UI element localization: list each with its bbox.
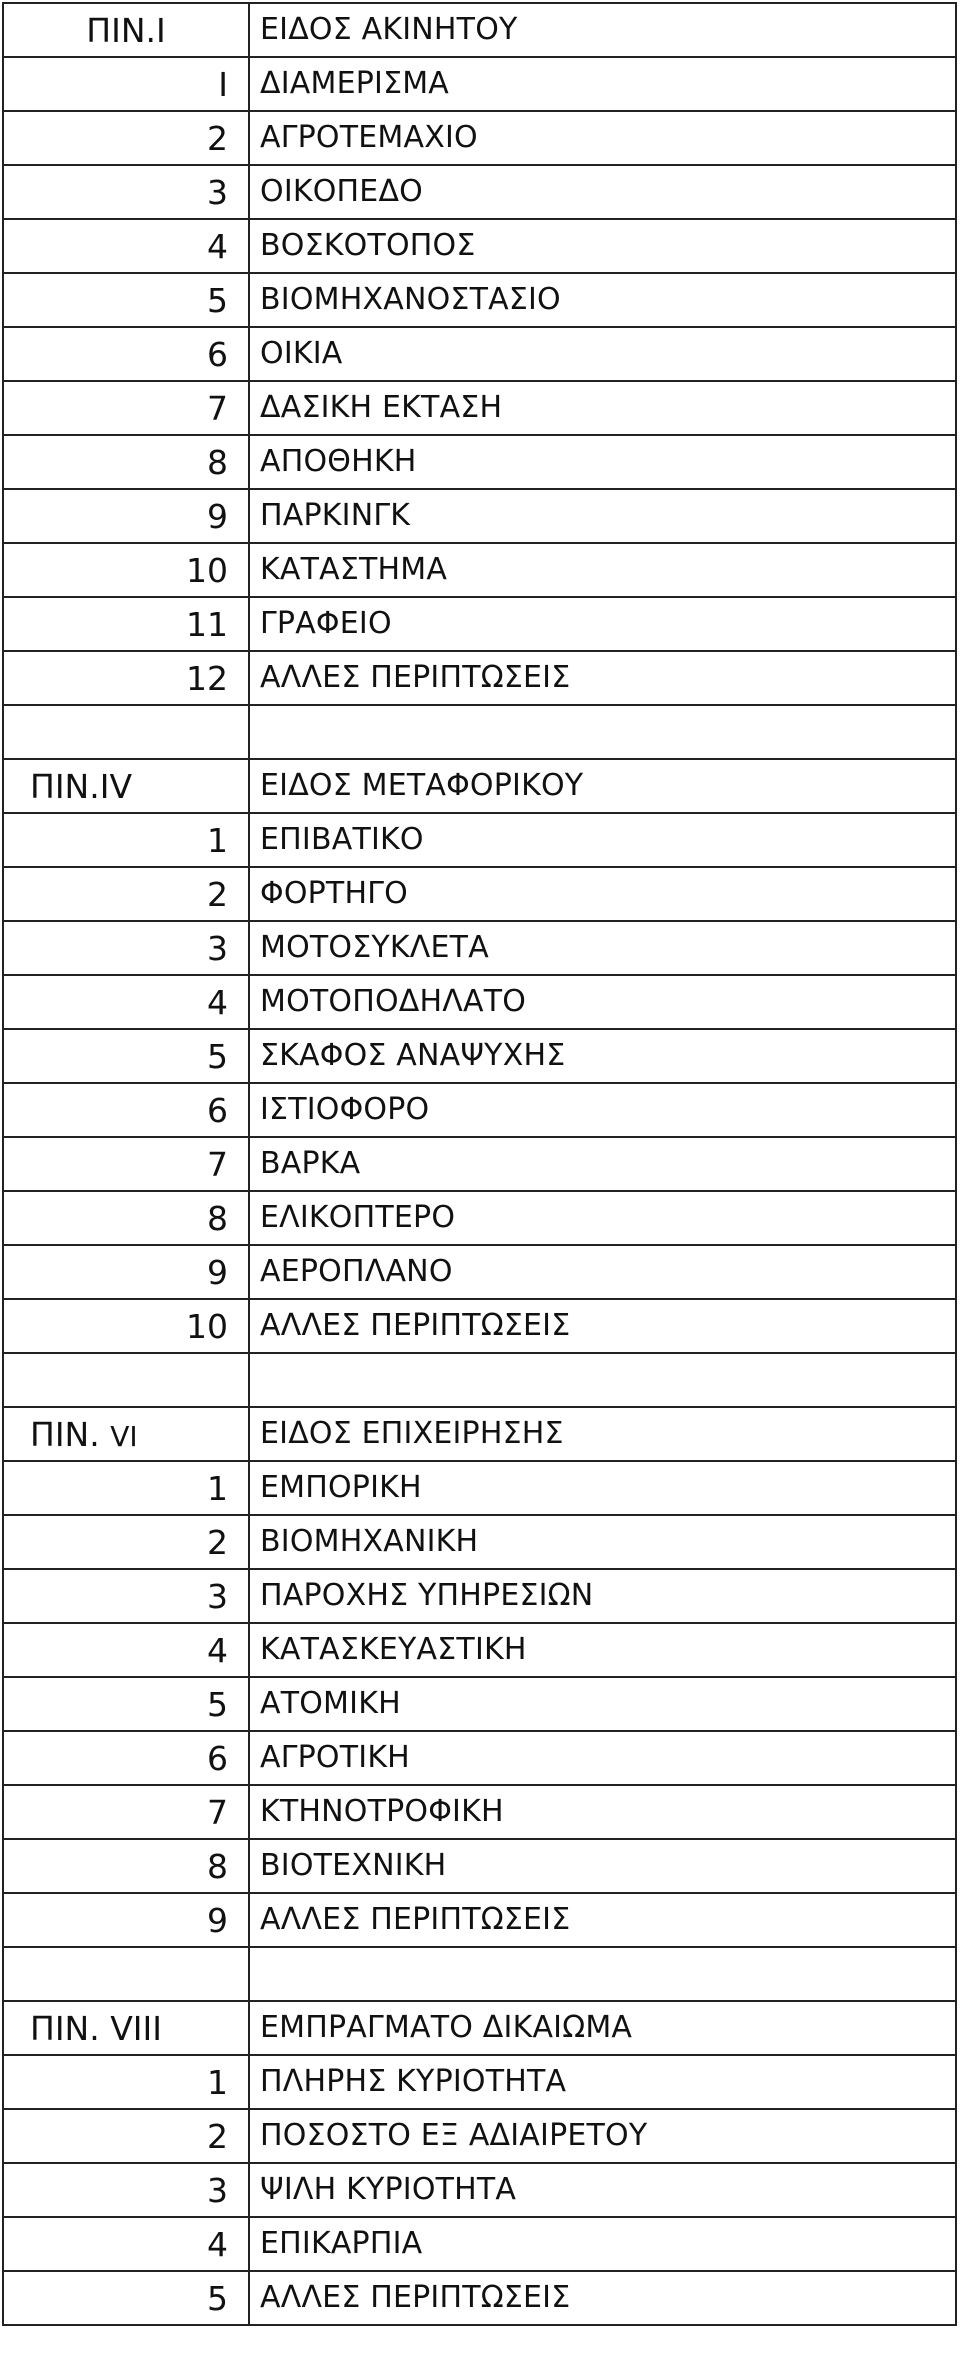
row-number: 2 (3, 111, 249, 165)
section-header-row (3, 759, 956, 813)
row-number: 2 (3, 867, 249, 921)
empty-cell (3, 1947, 249, 2001)
row-number: 7 (3, 1137, 249, 1191)
row-number: 4 (3, 975, 249, 1029)
table-row (3, 1677, 956, 1731)
table-row (3, 57, 956, 111)
row-number: 8 (3, 1839, 249, 1893)
table-row (3, 975, 956, 1029)
row-label: ΟΙΚΙΑ (249, 327, 956, 381)
table-row (3, 273, 956, 327)
row-label: ΑΛΛΕΣ ΠΕΡΙΠΤΩΣΕΙΣ (249, 1299, 956, 1353)
code-table (2, 2, 957, 2326)
table-row (3, 1623, 956, 1677)
row-label: ΨΙΛΗ ΚΥΡΙΟΤΗΤΑ (249, 2163, 956, 2217)
row-number: 6 (3, 1083, 249, 1137)
section-code: ΠΙΝ.IV (3, 759, 249, 813)
empty-cell (3, 1353, 249, 1407)
empty-cell (3, 705, 249, 759)
row-label: ΚΤΗΝΟΤΡΟΦΙΚΗ (249, 1785, 956, 1839)
section-title: ΕΙΔΟΣ ΑΚΙΝΗΤΟΥ (249, 3, 956, 57)
row-number: 2 (3, 1515, 249, 1569)
table-row (3, 381, 956, 435)
row-number: 10 (3, 1299, 249, 1353)
row-number: 1 (3, 1461, 249, 1515)
row-label: ΑΓΡΟΤΙΚΗ (249, 1731, 956, 1785)
row-number: 5 (3, 273, 249, 327)
table-row (3, 1137, 956, 1191)
row-label: ΒΙΟΜΗΧΑΝΟΣΤΑΣΙΟ (249, 273, 956, 327)
row-number: 3 (3, 2163, 249, 2217)
row-number: 5 (3, 1677, 249, 1731)
row-label: ΑΛΛΕΣ ΠΕΡΙΠΤΩΣΕΙΣ (249, 2271, 956, 2325)
row-label: ΜΟΤΟΠΟΔΗΛΑΤΟ (249, 975, 956, 1029)
table-row (3, 1083, 956, 1137)
row-number: 3 (3, 165, 249, 219)
spacer-row (3, 1353, 956, 1407)
empty-cell (249, 1353, 956, 1407)
row-label: ΒΑΡΚΑ (249, 1137, 956, 1191)
row-label: ΙΣΤΙΟΦΟΡΟ (249, 1083, 956, 1137)
row-label: ΣΚΑΦΟΣ ΑΝΑΨΥΧΗΣ (249, 1029, 956, 1083)
row-number: 5 (3, 1029, 249, 1083)
row-label: ΓΡΑΦΕΙΟ (249, 597, 956, 651)
row-number: 2 (3, 2109, 249, 2163)
spacer-row (3, 705, 956, 759)
row-label: ΕΜΠΟΡΙΚΗ (249, 1461, 956, 1515)
row-number: 3 (3, 921, 249, 975)
row-number: 8 (3, 1191, 249, 1245)
row-label: ΑΓΡΟΤΕΜΑΧΙΟ (249, 111, 956, 165)
row-label: ΕΠΙΒΑΤΙΚΟ (249, 813, 956, 867)
row-number: 7 (3, 1785, 249, 1839)
table-row (3, 543, 956, 597)
row-label: ΠΛΗΡΗΣ ΚΥΡΙΟΤΗΤΑ (249, 2055, 956, 2109)
empty-cell (249, 705, 956, 759)
table-row (3, 2163, 956, 2217)
table-row (3, 1569, 956, 1623)
table-row (3, 327, 956, 381)
row-label: ΔΙΑΜΕΡΙΣΜΑ (249, 57, 956, 111)
row-label: ΑΠΟΘΗΚΗ (249, 435, 956, 489)
row-label: ΠΟΣΟΣΤΟ ΕΞ ΑΔΙΑΙΡΕΤΟΥ (249, 2109, 956, 2163)
table-row (3, 489, 956, 543)
row-number: 7 (3, 381, 249, 435)
section-code (3, 1407, 249, 1461)
row-label: ΔΑΣΙΚΗ ΕΚΤΑΣΗ (249, 381, 956, 435)
table-row (3, 651, 956, 705)
table-row (3, 2109, 956, 2163)
row-label: ΟΙΚΟΠΕΔΟ (249, 165, 956, 219)
row-label: ΒΟΣΚΟΤΟΠΟΣ (249, 219, 956, 273)
row-label: ΜΟΤΟΣΥΚΛΕΤΑ (249, 921, 956, 975)
row-label: ΒΙΟΜΗΧΑΝΙΚΗ (249, 1515, 956, 1569)
row-number: 1 (3, 2055, 249, 2109)
table-row (3, 1785, 956, 1839)
row-number: 6 (3, 327, 249, 381)
row-number: 11 (3, 597, 249, 651)
section-title: ΕΙΔΟΣ ΜΕΤΑΦΟΡΙΚΟΥ (249, 759, 956, 813)
row-label: ΑΤΟΜΙΚΗ (249, 1677, 956, 1731)
row-number: 9 (3, 489, 249, 543)
table-row (3, 111, 956, 165)
row-label: ΕΛΙΚΟΠΤΕΡΟ (249, 1191, 956, 1245)
section-code: ΠΙΝ. VIII (3, 2001, 249, 2055)
section-header-row (3, 1407, 956, 1461)
empty-cell (249, 1947, 956, 2001)
row-number: 3 (3, 1569, 249, 1623)
row-number: 9 (3, 1893, 249, 1947)
row-number: 9 (3, 1245, 249, 1299)
row-label: ΕΠΙΚΑΡΠΙΑ (249, 2217, 956, 2271)
table-row (3, 1245, 956, 1299)
table-row (3, 219, 956, 273)
table-row (3, 1029, 956, 1083)
table-row (3, 1191, 956, 1245)
row-number: I (3, 57, 249, 111)
table-row (3, 1839, 956, 1893)
section-title: ΕΜΠΡΑΓΜΑΤΟ ΔΙΚΑΙΩΜΑ (249, 2001, 956, 2055)
row-number: 6 (3, 1731, 249, 1785)
row-label: ΚΑΤΑΣΤΗΜΑ (249, 543, 956, 597)
table-row (3, 1299, 956, 1353)
table-row (3, 2271, 956, 2325)
row-number: 12 (3, 651, 249, 705)
table-row (3, 1461, 956, 1515)
row-label: ΑΕΡΟΠΛΑΝΟ (249, 1245, 956, 1299)
row-number: 8 (3, 435, 249, 489)
table-row (3, 1893, 956, 1947)
table-row (3, 867, 956, 921)
row-number: 4 (3, 1623, 249, 1677)
section-code-suffix: VI (110, 1419, 138, 1453)
table-row (3, 2217, 956, 2271)
row-number: 5 (3, 2271, 249, 2325)
table-row (3, 1731, 956, 1785)
table-row (3, 921, 956, 975)
row-label: ΑΛΛΕΣ ΠΕΡΙΠΤΩΣΕΙΣ (249, 1893, 956, 1947)
row-number: 1 (3, 813, 249, 867)
row-label: ΚΑΤΑΣΚΕΥΑΣΤΙΚΗ (249, 1623, 956, 1677)
row-number: 4 (3, 2217, 249, 2271)
row-label: ΠΑΡΟΧΗΣ ΥΠΗΡΕΣΙΩΝ (249, 1569, 956, 1623)
row-label: ΦΟΡΤΗΓΟ (249, 867, 956, 921)
section-title: ΕΙΔΟΣ ΕΠΙΧΕΙΡΗΣΗΣ (249, 1407, 956, 1461)
row-label: ΑΛΛΕΣ ΠΕΡΙΠΤΩΣΕΙΣ (249, 651, 956, 705)
table-row (3, 597, 956, 651)
table-row (3, 813, 956, 867)
table-row (3, 435, 956, 489)
section-code: ΠΙΝ.I (3, 3, 249, 57)
row-label: ΠΑΡΚΙΝΓΚ (249, 489, 956, 543)
row-number: 10 (3, 543, 249, 597)
section-header-row (3, 2001, 956, 2055)
table-row (3, 2055, 956, 2109)
row-label: ΒΙΟΤΕΧΝΙΚΗ (249, 1839, 956, 1893)
spacer-row (3, 1947, 956, 2001)
table-row (3, 1515, 956, 1569)
table-row (3, 165, 956, 219)
row-number: 4 (3, 219, 249, 273)
section-header-row (3, 3, 956, 57)
section-code-prefix: ΠΙΝ. (30, 1414, 100, 1454)
